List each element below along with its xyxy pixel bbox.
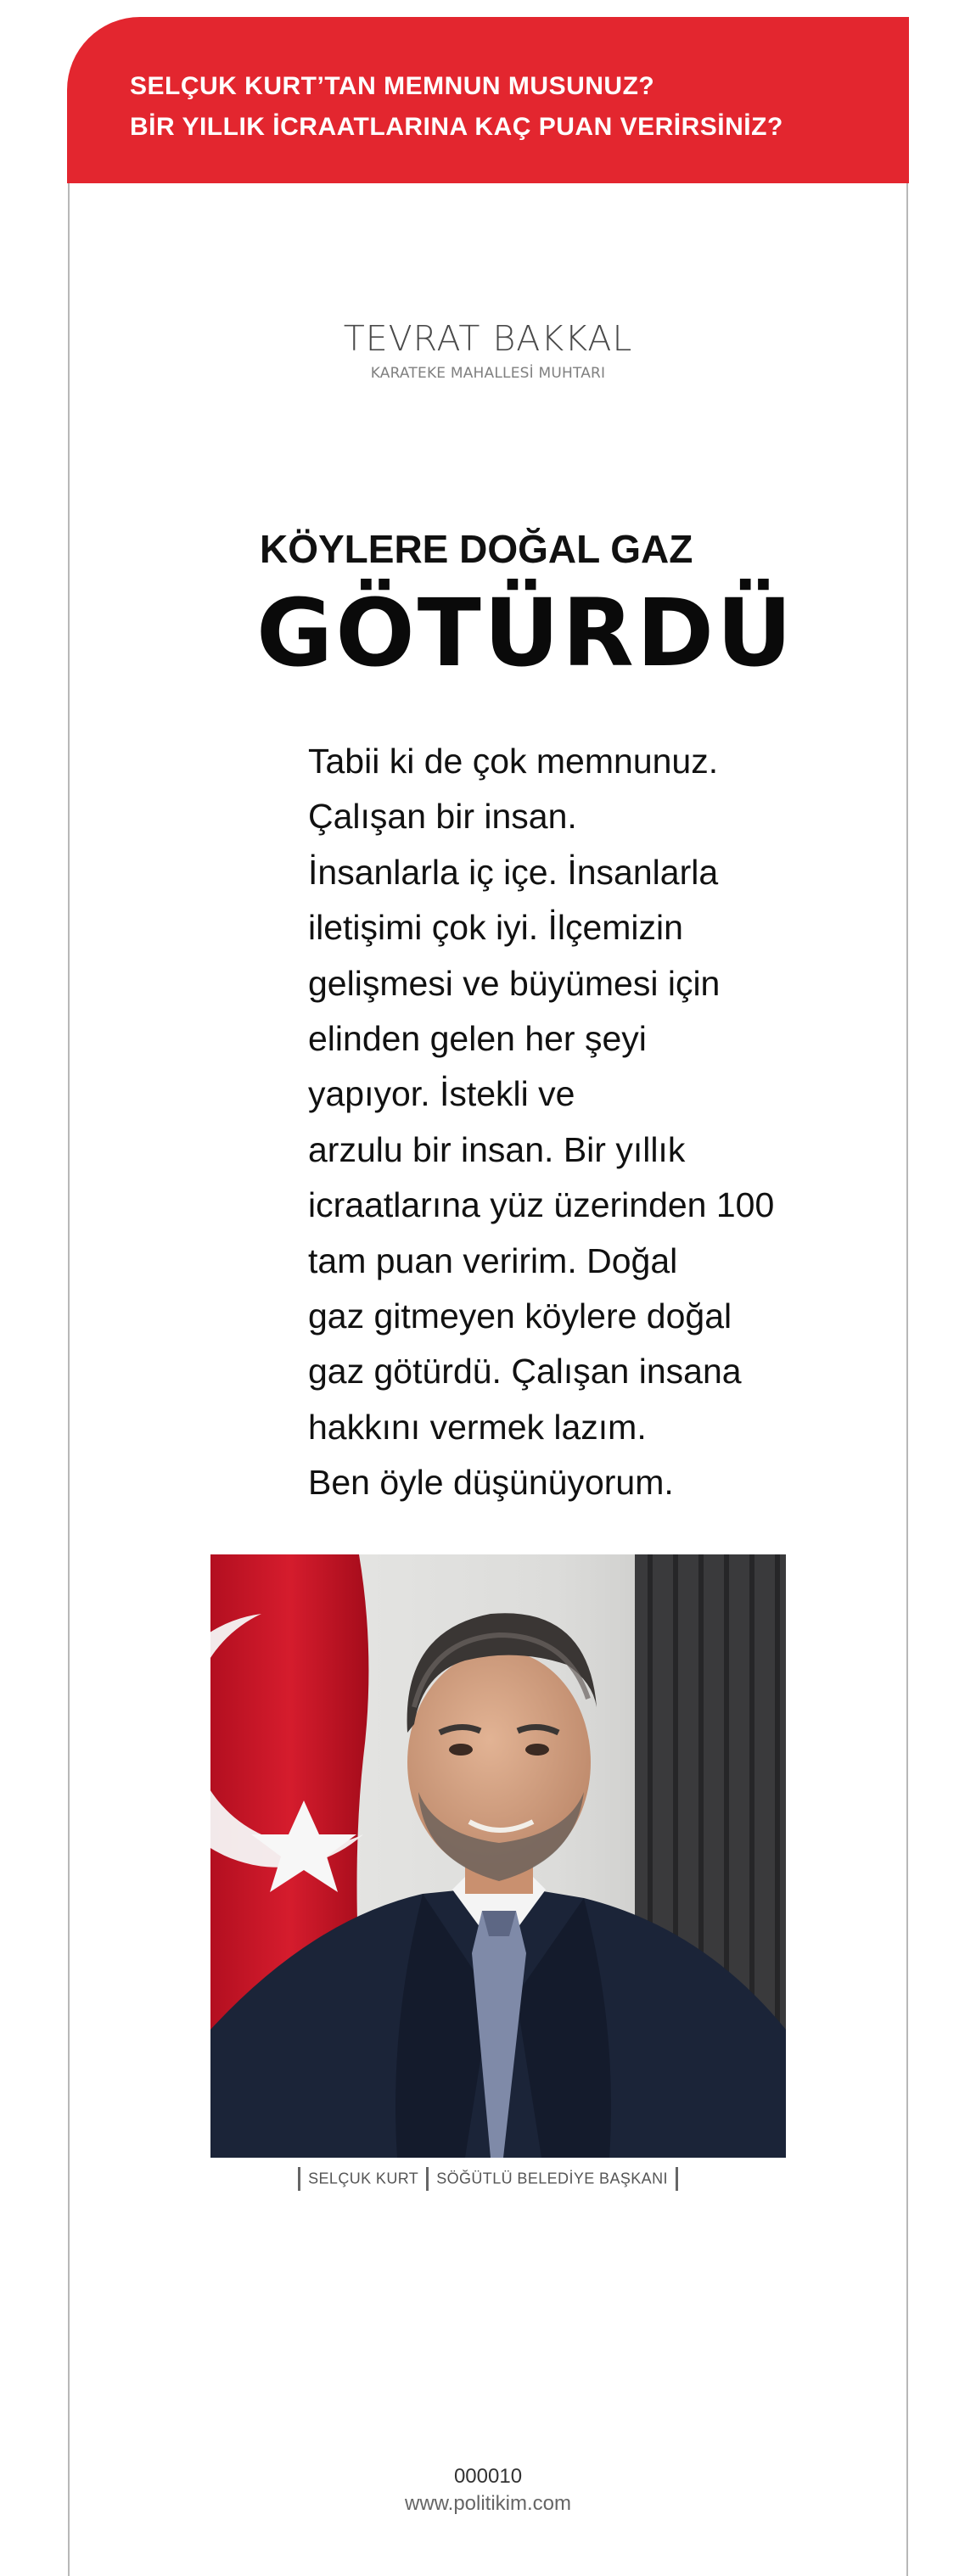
quote-line: iletişimi çok iyi. İlçemizin: [308, 908, 683, 948]
quote-line: icraatlarına yüz üzerinden 100: [308, 1185, 775, 1225]
quote-line: gaz götürdü. Çalışan insana: [308, 1352, 742, 1392]
page-footer: [0, 2463, 976, 2517]
headline-main: GÖTÜRDÜ: [256, 579, 795, 687]
banner-question-line-1: SELÇUK KURT’TAN MEMNUN MUSUNUZ?: [130, 72, 655, 100]
caption-divider: [676, 2167, 678, 2191]
quote-line: yapıyor. İstekli ve: [308, 1074, 575, 1114]
author-title: KARATEKE MAHALLESİ MUHTARI: [370, 365, 606, 382]
frame-left-line: [68, 182, 70, 2576]
banner-question-line-2: BİR YILLIK İCRAATLARINA KAÇ PUAN VERİRSİNİZ?: [130, 113, 783, 141]
caption-role: SÖĞÜTLÜ BELEDİYE BAŞKANI: [436, 2170, 668, 2187]
quote-line: Ben öyle düşünüyorum.: [308, 1463, 674, 1503]
caption-name: SELÇUK KURT: [308, 2170, 419, 2187]
page-number: 000010: [453, 2465, 523, 2488]
portrait-illustration: [210, 1554, 786, 2158]
author-name: TEVRAT BAKKAL: [343, 318, 633, 359]
quote-line: gelişmesi ve büyümesi için: [308, 963, 721, 1003]
caption-divider: [298, 2167, 300, 2191]
quote-line: tam puan veririm. Doğal: [308, 1240, 678, 1280]
frame-right-line: [906, 182, 908, 2576]
portrait-photo: [210, 1554, 786, 2158]
quote-body: [308, 734, 817, 1511]
photo-caption: [0, 2167, 976, 2191]
quote-line: arzulu bir insan. Bir yıllık: [308, 1129, 686, 1169]
quote-line: Çalışan bir insan.: [308, 797, 577, 837]
question-banner: [67, 17, 909, 183]
website-url: www.politikim.com: [404, 2492, 572, 2515]
headline-kicker: KÖYLERE DOĞAL GAZ: [260, 527, 693, 571]
quote-line: hakkını vermek lazım.: [308, 1407, 647, 1447]
quote-line: Tabii ki de çok memnunuz.: [308, 742, 719, 781]
quote-line: gaz gitmeyen köylere doğal: [308, 1296, 732, 1336]
quote-line: elinden gelen her şeyi: [308, 1019, 647, 1059]
caption-divider: [426, 2167, 429, 2191]
author-block: [0, 316, 976, 384]
quote-line: İnsanlarla iç içe. İnsanlarla: [308, 852, 719, 892]
